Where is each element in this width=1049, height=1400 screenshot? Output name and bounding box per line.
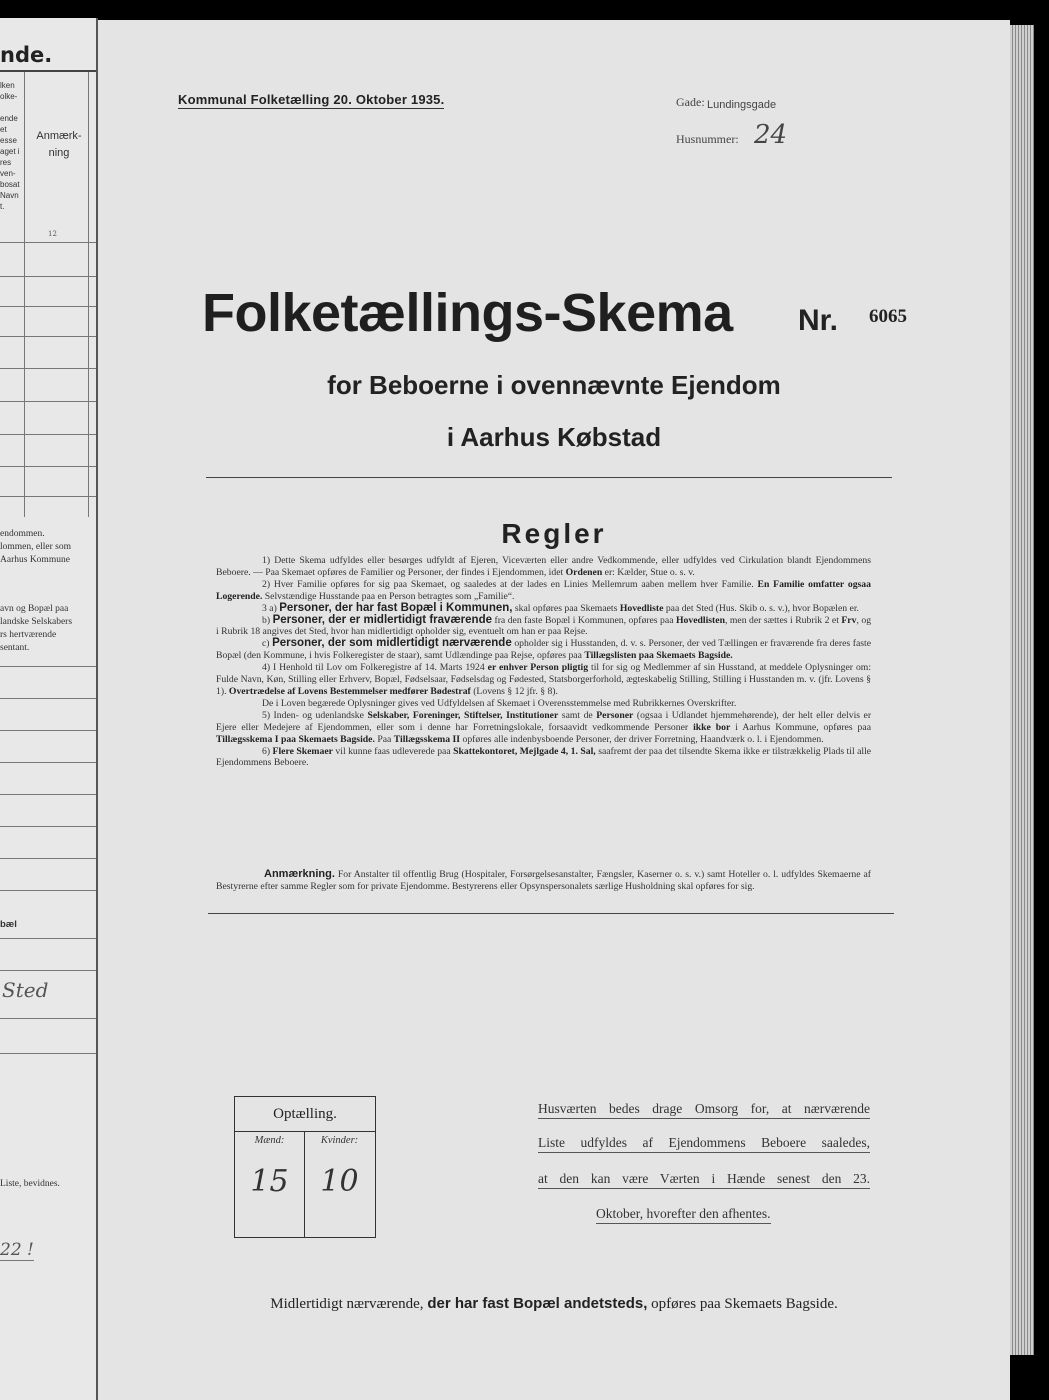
- left-grid-line: [0, 698, 96, 699]
- left-column-text-line: et: [0, 125, 7, 134]
- women-label: Kvinder:: [320, 1135, 359, 1146]
- left-note-line: avn og Bopæl paa: [0, 604, 69, 614]
- rules-heading: Regler: [501, 518, 607, 549]
- women-count-handwritten: 10: [320, 1164, 359, 1199]
- house-number-handwritten: 24: [754, 120, 788, 150]
- left-column-text-line: lken: [0, 81, 15, 90]
- left-column-text-line: [0, 102, 24, 113]
- landlord-note-line-1: Husværten bedes drage Omsorg for, at nærværende: [538, 1101, 870, 1119]
- footer-part-1: Midlertidigt nærværende,: [270, 1296, 424, 1312]
- count-title: Optælling.: [235, 1097, 375, 1132]
- men-label: Mænd:: [254, 1135, 285, 1146]
- street-value-stamp: Lundingsgade: [707, 99, 777, 111]
- left-column-header: [0, 80, 24, 212]
- left-top-rule: [0, 70, 96, 72]
- note-paragraph: [216, 868, 871, 893]
- left-notes-1: [0, 528, 71, 567]
- left-grid-line: [0, 970, 96, 971]
- left-column-text-line: aget i: [0, 147, 20, 156]
- left-page-title: nde.: [0, 43, 53, 67]
- book-page-edges: [1010, 25, 1034, 1355]
- left-grid-line: [0, 368, 96, 369]
- left-grid-line: [0, 730, 96, 731]
- left-column-text-line: ende: [0, 114, 18, 123]
- note-label: Anmærkning.: [264, 868, 335, 880]
- rules-text: [216, 555, 871, 769]
- left-column-text-line: Navn: [0, 191, 19, 200]
- rule-6: 6) Flere Skemaer vil kunne faas udleverede paa Skattekontoret, Mejlgade 4, 1. Sal, saafremt der paa det tilsendte Skema ikke er tilstrækkelig Plads til alle Ejendommens Beboere.: [216, 745, 872, 769]
- rule-4-cont: De i Loven begærede Oplysninger gives ved Udfyldelsen af Skemaet i Overensstemmelse med Rubrikkernes Overskrifter.: [262, 697, 737, 709]
- rule-2: 2) Hver Familie opføres for sig paa Skemaet, og saaledes at der lades en Linies Mellemrum aaben mellem hver Familie. En Familie omfatter ogsaa Logerende. Selvstændige Husstande paa en Person betragtes som „Familie“.: [216, 578, 871, 602]
- liste-bevidnes: Liste, bevidnes.: [0, 1179, 60, 1189]
- left-grid-line: [0, 1053, 96, 1054]
- count-men-column: [235, 1132, 304, 1237]
- left-grid-line: [0, 276, 96, 277]
- left-note-line: lommen, eller som: [0, 542, 71, 552]
- left-grid-line: [0, 434, 96, 435]
- anmaerkning-header: Anmærk- ning: [36, 130, 82, 159]
- footer-instruction: [98, 1295, 1010, 1313]
- rule-3c: c) Personer, der som midlertidigt nærværende opholder sig i Husstanden, d. v. s. Personer, der ved Tællingen er fraværende fra deres faste Bopæl (den Kommune, i hvis Folkeregister de staar), samt Udlændinge paa Rejse, opføres paa Tillægslisten paa Skemaets Bagside.: [216, 637, 872, 662]
- census-form-page: [98, 20, 1010, 1400]
- left-grid-line: [0, 762, 96, 763]
- nr-label: Nr.: [798, 304, 839, 337]
- rule-3b: b) Personer, der er midlertidigt fraværende fra den faste Bopæl i Kommunen, opføres paa Hovedlisten, men der sættes i Rubrik 2 et Frv, og i Rubrik 18 angives det Sted, hvor han midlertidigt opholder sig, eventuelt om han er paa Rejse.: [216, 613, 872, 638]
- left-column-text-line: t.: [0, 202, 5, 211]
- left-grid-line: [0, 401, 96, 402]
- left-notes-2: [0, 603, 72, 655]
- rule-4: 4) I Henhold til Lov om Folkeregistre af 14. Marts 1924 er enhver Person pligtig til for sig og Medlemmer af sin Husstand, at meddele Oplysninger om: Fulde Navn, Køn, Stilling eller Erhverv, Bopæl, Fødselsaar, Fødselsdag og Fødested, Statsborgerforhold, ægteskabelig Stilling, Stilling i Husstanden m. v. (jfr. Lovens § 1). Overtrædelse af Lovens Bestemmelser medfører Bødestraf (Lovens § 12 jfr. § 8).: [216, 662, 872, 697]
- left-grid-line: [0, 938, 96, 939]
- note-text: For Anstalter til offentlig Brug (Hospitaler, Forsørgelsesanstalter, Fængsler, Kaserner o. s. v.) samt Hoteller o. l. udfyldes Skemaerne af Bestyrerne efter samme Regler som for private Ejendomme. Bestyrerens eller Opsynspersonalets særlige Husholdning skal opføres for sig.: [216, 869, 872, 892]
- footer-part-2: der har fast Bopæl andetsteds,: [427, 1295, 648, 1312]
- form-subtitle-2: i Aarhus Købstad: [446, 422, 662, 452]
- landlord-note-line-3: at den kan være Værten i Hænde senest den 23.: [538, 1171, 870, 1189]
- form-subtitle-1: for Beboerne i ovennævnte Ejendom: [327, 370, 781, 400]
- left-column-text-line: ven-: [0, 169, 16, 178]
- boepael-label: bæl: [0, 919, 17, 930]
- left-grid-line: [0, 496, 96, 497]
- count-women-column: [305, 1132, 374, 1237]
- left-grid-line: [0, 336, 96, 337]
- left-column-text-line: olke-: [0, 92, 18, 101]
- left-grid-line: [0, 466, 96, 467]
- left-note-line: Aarhus Kommune: [0, 555, 70, 565]
- count-box: [234, 1096, 376, 1238]
- landlord-note-line-4: Oktober, hvorefter den afhentes.: [596, 1206, 771, 1224]
- rule-5: 5) Inden- og udenlandske Selskaber, Foreninger, Stiftelser, Institutioner samt de Personer (ogsaa i Udlandet hjemmehørende), der helt eller delvis er Ejere eller Medejere af Ejendommen, eller som i denne har Forretningslokale, forsaavidt vedkommende Personer ikke bor i Aarhus Kommune, opføres paa Tillægsskema I paa Skemaets Bagside. Paa Tillægsskema II opføres alle indenbysboende Personer, der driver Forretning, Haandværk o. l. i Ejendommen.: [216, 709, 872, 745]
- handwriting-bottom: 22 !: [0, 1240, 34, 1260]
- landlord-note-line-2: Liste udfyldes af Ejendommens Beboere saaledes,: [538, 1135, 870, 1153]
- left-note-line: landske Selskabers: [0, 617, 73, 627]
- left-note-line: endommen.: [0, 529, 45, 539]
- note-divider: [208, 913, 894, 914]
- form-number: 6065: [869, 306, 907, 327]
- left-grid-line: [0, 242, 96, 243]
- left-page-fragment: [0, 18, 98, 1400]
- census-header-title: Kommunal Folketælling 20. Oktober 1935.: [178, 92, 445, 107]
- left-grid-line: [0, 666, 96, 667]
- left-grid-line: [0, 890, 96, 891]
- handwriting-sted: Sted: [2, 978, 49, 1002]
- rule-1: 1) Dette Skema udfyldes eller besørges udfyldt af Ejeren, Viceværten eller andre Vedkommende, eller udfyldes ved Cirkulation blandt Ejendommens Beboere. — Paa Skemaet opføres de Familier og Personer, der findes i Ejendommen, idet Ordenen er: Kælder, Stue o. s. v.: [216, 555, 871, 578]
- form-main-title: Folketællings-Skema: [202, 283, 733, 343]
- left-column-text-line: bosat: [0, 180, 20, 189]
- left-note-line: sentant.: [0, 643, 30, 653]
- house-number-label: Husnummer:: [676, 132, 739, 146]
- rule-3a: 3 a) Personer, der har fast Bopæl i Kommunen, skal opføres paa Skemaets Hovedliste paa det Sted (Hus. Skib o. s. v.), hvor Bopælen er.: [262, 601, 859, 614]
- left-note-line: rs hertværende: [0, 630, 57, 640]
- left-column-text-line: esse: [0, 136, 17, 145]
- title-divider: [206, 477, 892, 478]
- left-grid-line: [0, 794, 96, 795]
- left-col-divider-1: [24, 72, 25, 517]
- men-count-handwritten: 15: [250, 1164, 289, 1199]
- left-grid-line: [0, 1018, 96, 1019]
- left-column-text-line: res: [0, 158, 12, 167]
- left-grid-line: [0, 858, 96, 859]
- left-grid-line: [0, 306, 96, 307]
- column-number: 12: [48, 230, 57, 238]
- footer-part-3: opføres paa Skemaets Bagside.: [651, 1296, 838, 1312]
- left-grid-line: [0, 826, 96, 827]
- street-label: Gade:: [676, 95, 705, 109]
